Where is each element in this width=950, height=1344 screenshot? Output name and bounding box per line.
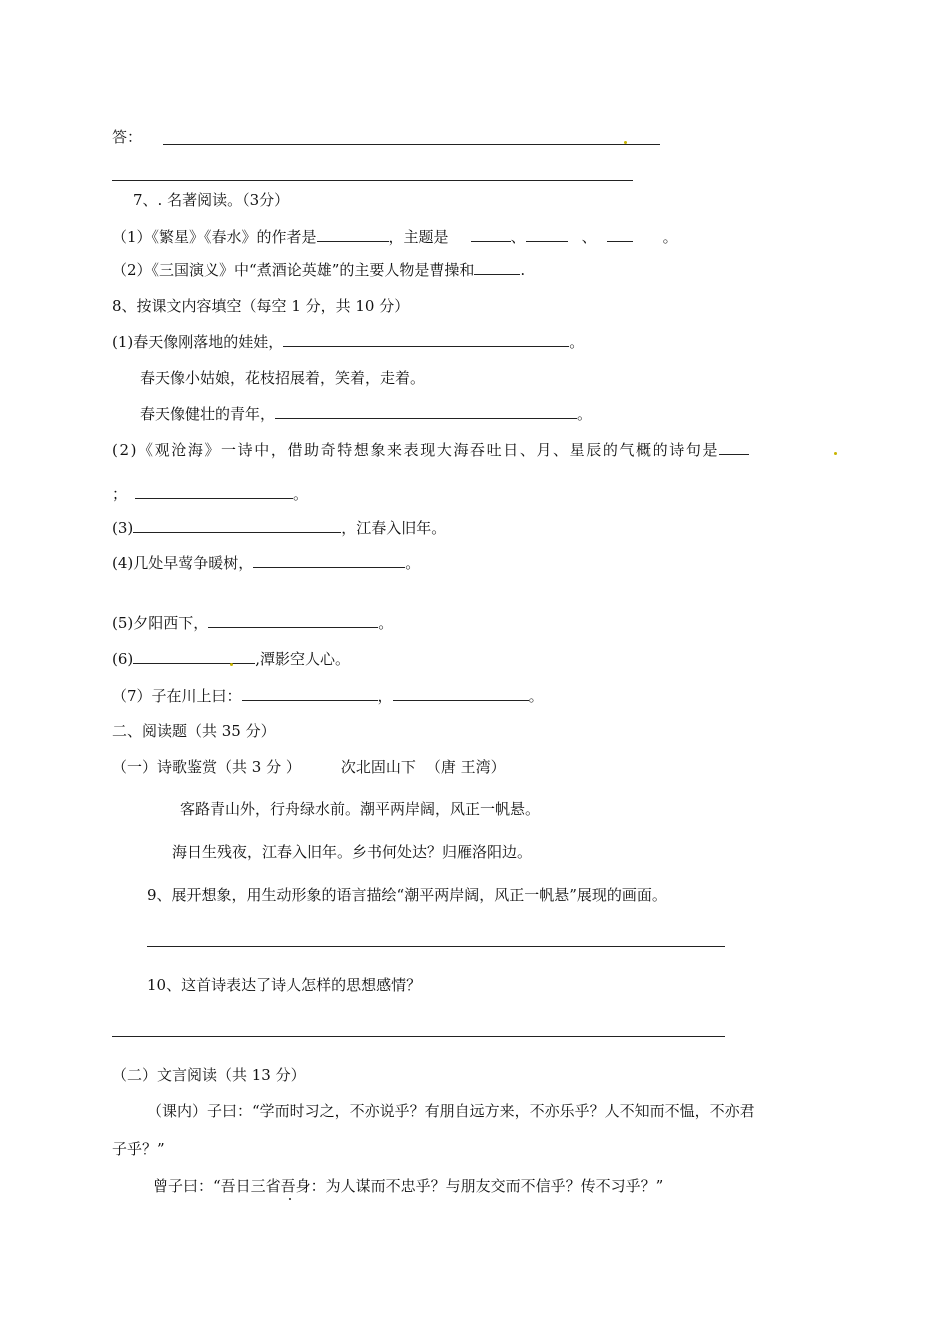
q10-answer-line[interactable] [112, 1036, 725, 1037]
poem-title: 次北固山下 [340, 758, 416, 776]
emphasis-dot [289, 1198, 291, 1200]
q7-blank-theme-3[interactable] [607, 227, 633, 242]
q8-item-3 [112, 518, 446, 538]
classical-text-1-line-2: 子乎？” [112, 1140, 165, 1158]
poem-author: （唐 王湾） [425, 758, 506, 776]
classical-text-1-line-1: （课内）子曰：“学而时习之，不亦说乎？有朋自远方来，不亦乐乎？人不知而不愠，不亦君 [147, 1102, 755, 1120]
q8-blank-2[interactable] [275, 404, 577, 419]
q7-item-1-text-a: （1）《繁星》《春水》的作者是 [112, 228, 317, 246]
q8-blank-9[interactable] [242, 686, 378, 701]
q7-blank-theme-2[interactable] [526, 227, 568, 242]
q7-item-1-text-c: 、 [510, 228, 526, 246]
q8-item-7-text-b: ， [377, 687, 393, 705]
answer-label: 答： [112, 128, 143, 146]
q8-item-7-text-a: （7）子在川上曰： [112, 687, 242, 705]
answer-blank-line-1[interactable] [163, 144, 660, 145]
q8-title: 8、按课文内容填空（每空 1 分，共 10 分） [112, 297, 410, 315]
q8-item-5-text-a: (5)夕阳西下， [112, 614, 209, 632]
q8-item-6-text-a: (6) [112, 650, 134, 668]
q8-item-3-text-b: ，江春入旧年。 [341, 519, 447, 537]
q8-item-6 [112, 649, 350, 669]
q8-item-2-text-b: ； [112, 485, 128, 503]
q7-blank-author[interactable] [317, 227, 389, 242]
section-2-title: 二、阅读题（共 35 分） [112, 722, 276, 740]
poem-line-1: 客路青山外，行舟绿水前。潮平两岸阔，风正一帆悬。 [180, 800, 541, 818]
classical-text-2: 曾子曰：“吾日三省吾身：为人谋而不忠乎？与朋友交而不信乎？传不习乎？” [153, 1177, 664, 1195]
q8-item-1-text-a: (1)春天像刚落地的娃娃， [112, 333, 284, 351]
q8-item-1-line-3 [140, 404, 592, 424]
q7-item-1 [112, 227, 678, 247]
q8-item-1-line-3-text-b: 。 [577, 405, 593, 423]
q8-item-4-text-a: (4)几处早莺争暖树， [112, 554, 254, 572]
question-10: 10、这首诗表达了诗人怎样的思想感情？ [147, 976, 422, 994]
q8-item-5 [112, 613, 393, 633]
q9-answer-line[interactable] [147, 946, 725, 947]
q8-blank-1[interactable] [283, 332, 569, 347]
q8-blank-6[interactable] [253, 553, 405, 568]
q7-item-1-text-b: ，主题是 [388, 228, 449, 246]
q8-item-6-text-b: ,潭影空人心。 [255, 650, 351, 668]
q8-blank-10[interactable] [393, 686, 529, 701]
mark-dot [834, 452, 837, 455]
q7-item-1-text-d: 、 [581, 228, 597, 246]
q8-blank-4[interactable] [135, 484, 293, 499]
q7-title: 7、. 名著阅读。（3分） [133, 191, 290, 209]
q8-item-2-text-c: 。 [293, 485, 309, 503]
q8-item-5-text-b: 。 [378, 614, 394, 632]
q8-item-1-text-b: 。 [569, 333, 585, 351]
poem-header [112, 757, 506, 777]
mark-dot [624, 141, 627, 144]
mark-dot [230, 663, 233, 666]
q8-item-4-text-b: 。 [405, 554, 421, 572]
q8-item-1-line-3-text-a: 春天像健壮的青年， [140, 405, 276, 423]
q8-item-7 [112, 686, 544, 706]
q8-blank-3[interactable] [719, 440, 749, 455]
q8-item-1 [112, 332, 584, 352]
q7-item-1-text-e: 。 [662, 228, 678, 246]
poem-line-2: 海日生残夜，江春入旧年。乡书何处达？归雁洛阳边。 [172, 843, 533, 861]
q7-item-2 [112, 260, 525, 280]
q8-item-4 [112, 553, 420, 573]
q8-item-3-text-a: (3) [112, 519, 134, 537]
q8-item-1-line-2: 春天像小姑娘，花枝招展着，笑着，走着。 [140, 369, 426, 387]
answer-blank-line-2[interactable] [112, 180, 633, 181]
q8-item-2-line-2 [112, 484, 308, 504]
q7-blank-liubei[interactable] [474, 260, 520, 275]
q7-item-2-text-a: （2）《三国演义》中“煮酒论英雄”的主要人物是曹操和 [112, 261, 475, 279]
q8-item-2-text-a: (2)《观沧海》一诗中，借助奇特想象来表现大海吞吐日、月、星辰的气概的诗句是 [112, 441, 720, 459]
q7-blank-theme-1[interactable] [471, 227, 511, 242]
q8-blank-7[interactable] [208, 613, 378, 628]
q7-item-2-text-b: . [520, 261, 526, 279]
question-9: 9、展开想象，用生动形象的语言描绘“潮平两岸阔，风正一帆悬”展现的画面。 [147, 886, 667, 904]
part-2-label: （二）文言阅读（共 13 分） [112, 1066, 306, 1084]
q8-blank-8[interactable] [133, 649, 255, 664]
part-1-label: （一）诗歌鉴赏（共 3 分 ） [112, 758, 301, 776]
q8-item-7-text-c: 。 [528, 687, 544, 705]
q8-blank-5[interactable] [133, 518, 341, 533]
q8-item-2 [112, 440, 749, 460]
